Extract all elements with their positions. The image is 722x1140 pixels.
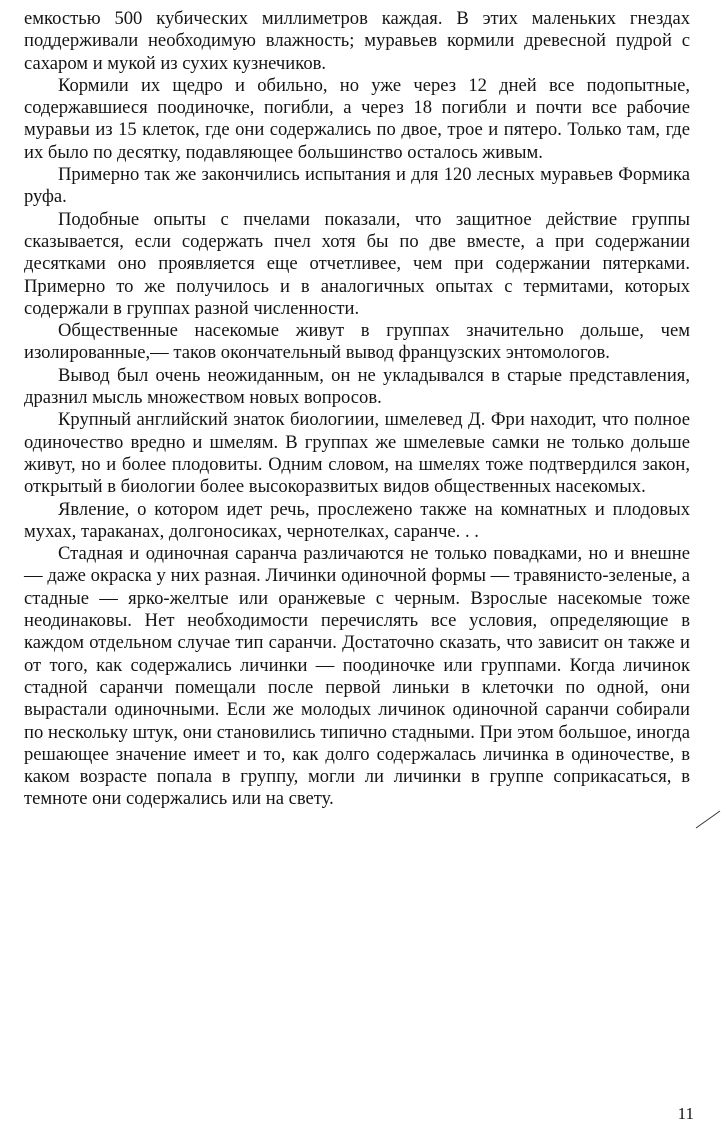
paragraph: Явление, о котором идет речь, прослежено также на комнатных и плодовых мухах, тараканах, долгоносиках, чернотелках, саранче. . . [24,498,690,542]
paragraph: Кормили их щедро и обильно, но уже через 12 дней все подопытные, содержавшиеся поодиночке, погибли, а через 18 погибли и почти все рабочие муравьи из 15 клеток, где они содержались по двое, трое и пятеро. Только там, где их было по десятку, подавляющее большинство осталось живым. [24,74,690,163]
paragraph: Вывод был очень неожиданным, он не укладывался в старые представления, дразнил мысль множеством новых вопросов. [24,364,690,409]
paragraph: Подобные опыты с пчелами показали, что защитное действие группы сказывается, если содержать пчел хотя бы по две вместе, а при содержании десятками оно проявляется еще отчетливее, чем при содержании пятерками. Примерно то же получилось и в аналогичных опытах с термитами, которых содержали в группах разной численности. [24,208,690,319]
paragraph: Примерно так же закончились испытания и для 120 лесных муравьев Формика руфа. [24,164,690,208]
paragraph: Стадная и одиночная саранча различаются не только повадками, но и внешне — даже окраска у них разная. Личинки одиночной формы — травянисто-зеленые, а стадные — ярко-желтые или оранжевые с черным. Взрослые насекомые тоже неодинаковы. Нет необходимости перечислять все условия, определяющие в каждом отдельном случае тип саранчи. Достаточно сказать, что зависит он также и от того, как содержались личинки — поодиночке или группами. Когда личинок стадной саранчи помещали после первой линьки в клеточки по одной, они вырастали одиночными. Если же молодых личинок одиночной саранчи собирали по нескольку штук, они становились типично стадными. При этом большое, иногда решающее значение имеет и то, как долго содержалась личинка в одиночестве, в каком возрасте попала в группу, могли ли личинки в группе соприкасаться, в темноте они содержались или на свету. [24,543,690,810]
paragraph: Крупный английский знаток биологиии, шмелевед Д. Фри находит, что полное одиночество вредно и шмелям. В группах же шмелевые самки не только дольше живут, но и более плодовиты. Одним словом, на шмелях тоже подтвердился закон, открытый в биологии более высокоразвитых видов общественных насекомых. [24,409,690,498]
paragraph: Общественные насекомые живут в группах значительно дольше, чем изолированные,— таков окончательный вывод французских энтомологов. [24,320,690,364]
margin-pen-stroke [694,808,722,832]
paragraph: емкостью 500 кубических миллиметров каждая. В этих маленьких гнездах поддерживали необходимую влажность; муравьев кормили древесной пудрой с сахаром и мукой из сухих кузнечиков. [24,8,690,74]
page-number: 11 [677,1104,694,1123]
page-body [24,8,690,811]
